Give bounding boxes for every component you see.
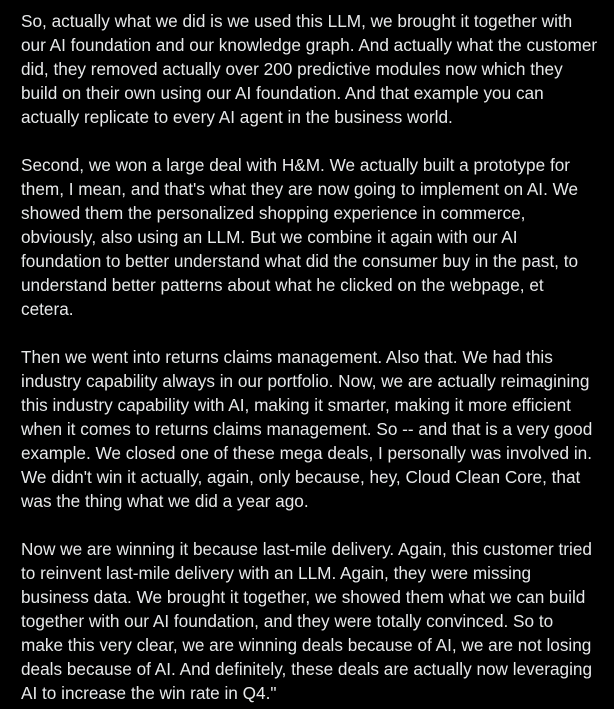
post-paragraph-2: Second, we won a large deal with H&M. We actually built a prototype for them, I mean, and that's what they are now going to implement on AI. We showed them the personalized shopping experience in commerce, obviously, also using an LLM. But we combine it again with our AI foundation to better understand what did the consumer buy in the past, to understand better patterns about what he clicked on the webpage, et cetera. [21,155,579,319]
post-body [21,9,599,705]
post-paragraph-1: So, actually what we did is we used this LLM, we brought it together with our AI foundation and our knowledge graph. And actually what the customer did, they removed actually over 200 predictive modules now which they build on their own using our AI foundation. And that example you can actually replicate to every AI agent in the business world. [21,11,598,127]
post-paragraph-3: Then we went into returns claims management. Also that. We had this industry capability always in our portfolio. Now, we are actually reimagining this industry capability with AI, making it smarter, making it more efficient when it comes to returns claims management. So -- and that is a very good example. We closed one of these mega deals, I personally was involved in. We didn't win it actually, again, only because, hey, Cloud Clean Core, that was the thing what we did a year ago. [21,347,593,511]
post-paragraph-4: Now we are winning it because last-mile delivery. Again, this customer tried to reinvent last-mile delivery with an LLM. Again, they were missing business data. We brought it together, we showed them what we can build together with our AI foundation, and they were totally convinced. So to make this very clear, we are winning deals because of AI, we are not losing deals because of AI. And definitely, these deals are actually now leveraging AI to increase the win rate in Q4." [21,539,593,703]
